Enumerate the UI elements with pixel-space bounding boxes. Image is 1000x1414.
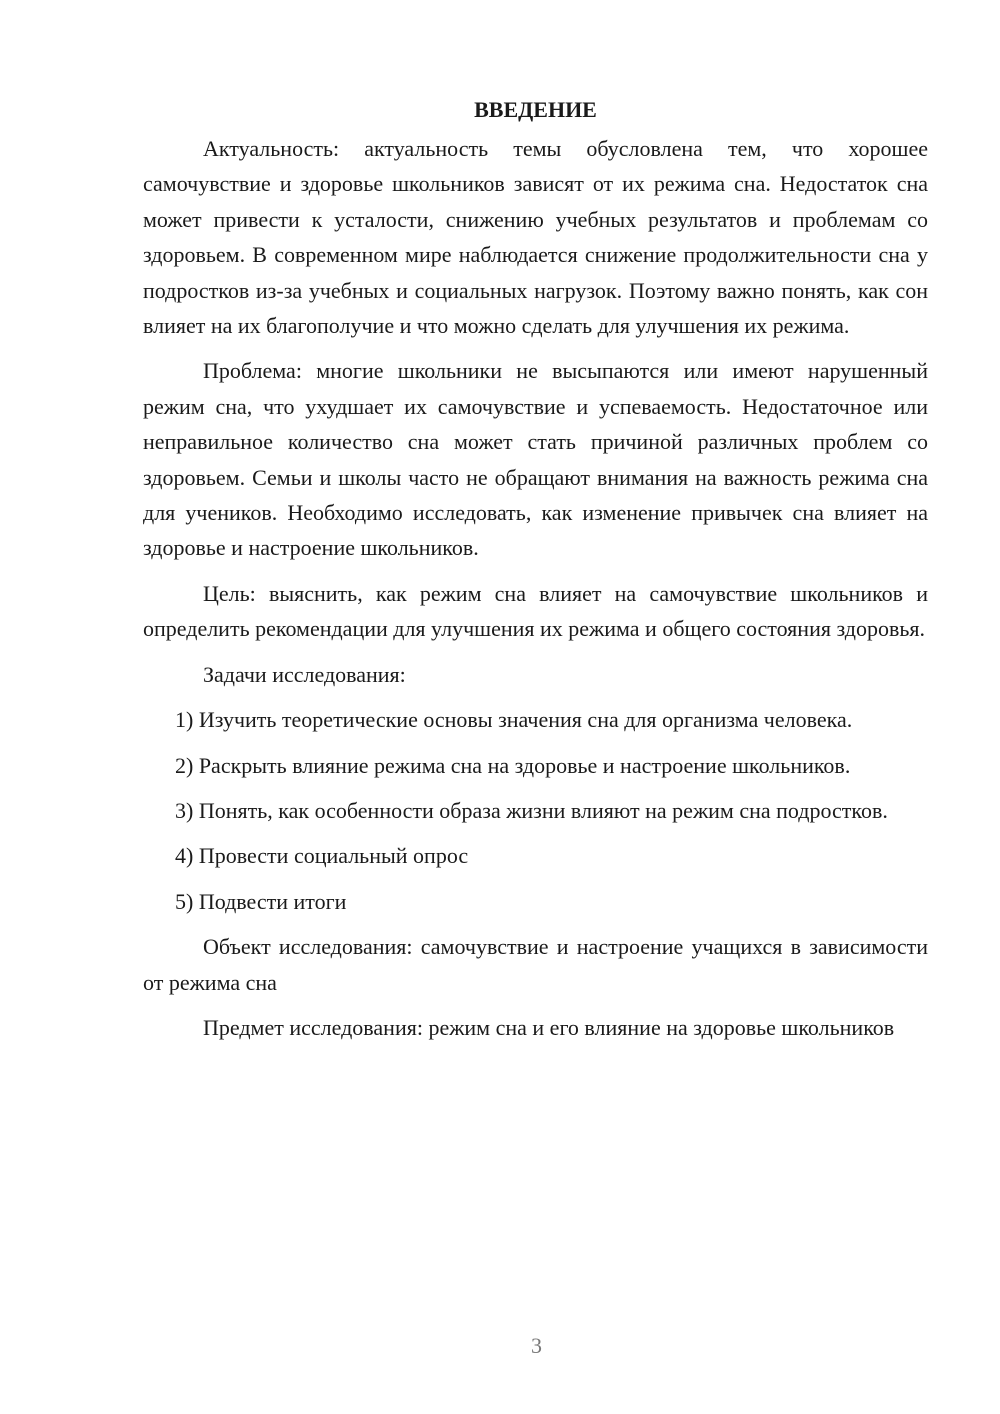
goal-paragraph: Цель: выяснить, как режим сна влияет на самочувствие школьников и определить рекомендации для улучшения их режима и общего состояния здоровья.: [143, 580, 928, 642]
relevance-paragraph: Актуальность: актуальность темы обусловлена тем, что хорошее самочувствие и здоровье школьников зависят от их режима сна. Недостаток сна может привести к усталости, снижению учебных результатов и проблемам со здоровьем. В современном мире наблюдается снижение продолжительности сна у подростков из-за учебных и социальных нагрузок. Поэтому важно понять, как сон влияет на их благополучие и что можно сделать для улучшения их режима.: [143, 136, 928, 339]
task-item: 1) Изучить теоретические основы значения сна для организма человека.: [175, 707, 853, 733]
task-item: 3) Понять, как особенности образа жизни влияют на режим сна подростков.: [175, 797, 888, 823]
tasks-intro: Задачи исследования:: [203, 661, 406, 687]
page-content: [143, 92, 928, 1055]
problem-paragraph: Проблема: многие школьники не высыпаются или имеют нарушенный режим сна, что ухудшает их самочувствие и успеваемость. Недостаточное или неправильное количество сна может стать причиной различных проблем со здоровьем. Семьи и школы часто не обращают внимания на важность режима сна для учеников. Необходимо исследовать, как изменение привычек сна влияет на здоровье и настроение школьников.: [143, 358, 928, 561]
object-paragraph: Объект исследования: самочувствие и настроение учащихся в зависимости от режима сна: [143, 934, 928, 995]
page-number: 3: [531, 1333, 542, 1358]
subject-paragraph: Предмет исследования: режим сна и его влияние на здоровье школьников: [203, 1014, 895, 1040]
task-item: 2) Раскрыть влияние режима сна на здоровье и настроение школьников.: [175, 752, 851, 778]
task-item: 5) Подвести итоги: [175, 888, 347, 914]
task-item: 4) Провести социальный опрос: [175, 843, 469, 869]
section-heading: ВВЕДЕНИЕ: [474, 97, 597, 122]
